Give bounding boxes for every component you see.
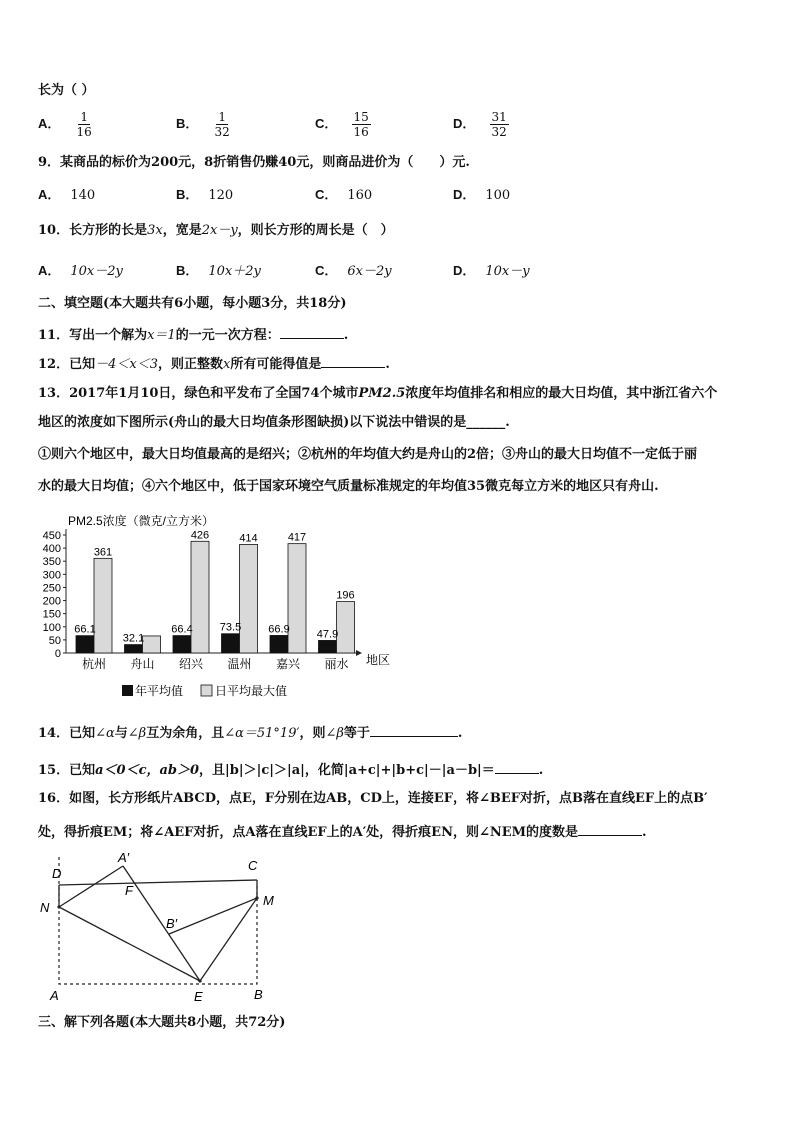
q14-stem-part: 互为余角，且 [146, 726, 225, 741]
x-tick-label: 杭州 [81, 657, 107, 671]
bar-annual-mean-label: 66.1 [74, 623, 96, 636]
option-letter: B． [176, 187, 199, 202]
x-tick-label: 嘉兴 [275, 657, 301, 671]
q10-stem [38, 222, 394, 240]
option-text: 100 [485, 188, 511, 203]
bar-daily-max-label: 426 [190, 529, 210, 542]
q15-stem-part: ，且|b|＞|c|＞|a|，化简|a+c|+|b+c|－|a－b|＝ [199, 763, 495, 778]
label-e: E [194, 989, 203, 1004]
q10-width-expr: 2x－y [201, 223, 238, 238]
bar-annual-mean [319, 640, 337, 653]
q14-angle-beta: ∠β [325, 726, 344, 741]
section-2-heading: 二、填空题(本大题共有6小题，每小题3分，共18分) [38, 296, 347, 311]
label-m: M [263, 893, 274, 908]
chart-title: PM2.5浓度（微克/立方米） [68, 514, 215, 528]
x-tick-label: 丽水 [324, 657, 349, 671]
q14-angle-alpha: ∠α [95, 726, 115, 741]
q16-period: . [642, 825, 647, 840]
bar-annual-mean [173, 636, 191, 653]
q13-line-1 [38, 385, 717, 403]
q11-period: . [343, 328, 349, 343]
label-d: D [52, 866, 62, 881]
q9-option-d[interactable] [453, 186, 510, 205]
bar-daily-max [337, 602, 355, 653]
option-text: 120 [208, 188, 234, 203]
label-a: A [50, 988, 59, 1003]
y-tick-label: 50 [48, 634, 61, 647]
q8-option-d-letter: D． [453, 116, 476, 131]
option-letter: B． [176, 263, 199, 278]
y-tick-label: 150 [42, 608, 61, 621]
q15-condition: a＜0＜c，ab＞0 [95, 763, 200, 778]
bar-daily-max-label: 414 [239, 532, 258, 545]
q15-stem-part: 15．已知 [38, 763, 96, 778]
q10-stem-part: ，宽是 [162, 223, 202, 238]
option-text: 6x－2y [347, 264, 392, 279]
legend-swatch-daily-max [201, 685, 212, 696]
x-axis-arrow [356, 650, 362, 656]
label-c: C [248, 858, 258, 873]
edge-a1e [123, 866, 200, 981]
q14-stem [38, 722, 462, 743]
q12-period: . [385, 357, 390, 372]
q8-option-b-fraction [213, 110, 232, 139]
edge-dc [59, 880, 257, 885]
q10-option-a[interactable] [38, 262, 123, 281]
edge-b1m [169, 898, 257, 934]
bar-annual-mean [222, 634, 240, 653]
denominator: 16 [76, 125, 92, 139]
legend-label-annual-mean: 年平均值 [135, 684, 184, 698]
bar-daily-max [94, 558, 112, 653]
q8-option-d[interactable] [453, 110, 509, 139]
x-tick-label: 温州 [227, 657, 252, 671]
q8-option-a-letter: A． [38, 116, 61, 131]
q12-inequality: －4＜x＜3 [95, 357, 158, 372]
denominator: 16 [353, 125, 369, 139]
crease-en [59, 907, 200, 981]
option-letter: D． [453, 263, 476, 278]
point-m [255, 896, 258, 899]
point-n [57, 905, 60, 908]
option-text: 10x＋2y [208, 264, 261, 279]
q10-length-expr: 3x [147, 223, 163, 238]
option-letter: C． [315, 187, 338, 202]
pm25-bar-chart [38, 510, 398, 705]
legend-label-daily-max: 日平均最大值 [215, 684, 288, 698]
x-tick-label: 舟山 [130, 657, 155, 671]
q14-stem-part: 等于 [343, 726, 370, 741]
q8-option-b-letter: B． [176, 116, 199, 131]
y-tick-label: 350 [42, 556, 61, 569]
q12-stem [38, 353, 390, 374]
bar-daily-max-label: 196 [336, 589, 355, 602]
x-axis-label: 地区 [366, 653, 391, 667]
section-3-heading: 三、解下列各题(本大题共8小题，共72分) [38, 1015, 286, 1030]
legend-swatch-annual-mean [122, 685, 133, 696]
point-e [198, 979, 201, 982]
denominator: 32 [491, 125, 507, 139]
option-text: 140 [70, 188, 96, 203]
q14-angle-value: ∠α＝51°19′ [224, 726, 300, 741]
bar-annual-mean-label: 32.1 [122, 632, 145, 645]
q13-text: 浓度年均值排名和相应的最大日均值，其中浙江省六个 [405, 386, 718, 401]
denominator: 32 [214, 125, 230, 139]
bar-daily-max [240, 544, 258, 653]
q8-option-d-fraction [490, 110, 509, 139]
option-text: 10x－y [485, 264, 530, 279]
bar-annual-mean-label: 47.9 [316, 628, 339, 641]
q16-line-2 [38, 821, 647, 842]
q11-answer-blank[interactable] [280, 324, 344, 339]
dashed-rectangle-edge [59, 857, 257, 984]
y-tick-label: 450 [42, 530, 61, 542]
q14-stem-part: 14．已知 [38, 726, 96, 741]
bar-daily-max [143, 636, 161, 653]
q11-stem-part: 11．写出一个解为 [38, 328, 148, 343]
q10-option-d[interactable] [453, 262, 530, 281]
q10-option-b[interactable] [176, 262, 261, 281]
q13-line-2: 地区的浓度如下图所示(舟山的最大日均值条形图缺损)以下说法中错误的是______. [38, 415, 510, 430]
y-tick-label: 300 [42, 569, 61, 582]
option-text: 10x－2y [70, 264, 123, 279]
q9-option-b[interactable] [176, 186, 233, 205]
q14-angle-beta: ∠β [127, 726, 147, 741]
q13-text: 13．2017年1月10日，绿色和平发布了全国74个城市 [38, 386, 359, 401]
q10-option-c[interactable] [315, 262, 392, 281]
q13-line-3: ①则六个地区中，最大日均值最高的是绍兴；②杭州的年均值大约是舟山的2倍；③舟山的最大日均值不一定低于丽 [38, 447, 698, 462]
edge-na1 [59, 866, 123, 907]
y-tick-label: 200 [42, 595, 61, 608]
q8-option-c-fraction [352, 110, 371, 139]
y-tick-label: 0 [54, 648, 61, 660]
q8-option-b[interactable] [176, 110, 232, 139]
numerator: 1 [218, 110, 226, 124]
q8-option-c[interactable] [315, 110, 371, 139]
bar-daily-max [191, 541, 209, 653]
q8-option-c-letter: C． [315, 116, 338, 131]
q12-stem-part: ，则正整数 [157, 357, 223, 372]
numerator: 1 [80, 110, 88, 124]
q8-option-a[interactable] [38, 110, 94, 139]
q12-variable: x [222, 357, 231, 372]
q16-folding-figure [30, 848, 280, 1008]
q13-pm25: PM2.5 [358, 386, 406, 401]
label-n: N [40, 900, 50, 915]
option-letter: A． [38, 187, 61, 202]
option-text: 160 [347, 188, 373, 203]
y-tick-label: 100 [42, 621, 61, 634]
q12-stem-part: 12．已知 [38, 357, 96, 372]
label-b-prime: B′ [166, 916, 178, 931]
q16-text: 处，得折痕EM；将∠AEF对折，点A落在直线EF上的A′处，得折痕EN，则∠NEM的度数是 [38, 825, 579, 840]
x-tick-label: 绍兴 [178, 657, 204, 671]
option-letter: C． [315, 263, 338, 278]
option-letter: D． [453, 187, 476, 202]
label-a-prime: A′ [118, 850, 130, 865]
bar-annual-mean [270, 635, 288, 653]
q14-stem-part: 与 [114, 726, 128, 741]
crease-em [200, 898, 257, 981]
q15-answer-blank[interactable] [495, 759, 539, 774]
bar-annual-mean-label: 73.5 [219, 621, 242, 634]
q15-stem [38, 759, 543, 780]
q8-option-a-fraction [75, 110, 94, 139]
q16-answer-blank[interactable] [578, 821, 642, 836]
q14-period: . [457, 726, 463, 741]
q9-stem: 9．某商品的标价为200元，8折销售仍赚40元，则商品进价为（ ）元. [38, 155, 470, 170]
numerator: 31 [491, 110, 507, 124]
y-tick-label: 400 [42, 543, 61, 556]
q12-stem-part: 所有可能得值是 [230, 357, 322, 372]
q11-equation: x＝1 [147, 328, 176, 343]
bar-daily-max-label: 361 [93, 546, 113, 559]
bar-annual-mean [76, 636, 94, 653]
q11-stem [38, 324, 348, 345]
bar-annual-mean-label: 66.4 [171, 623, 193, 636]
option-letter: A． [38, 263, 61, 278]
bar-daily-max [288, 544, 306, 653]
q14-answer-blank[interactable] [370, 722, 458, 737]
q10-stem-part: 10．长方形的长是 [38, 223, 148, 238]
numerator: 15 [353, 110, 369, 124]
q10-stem-part: ，则长方形的周长是（ ） [237, 223, 394, 238]
q13-line-4: 水的最大日均值；④六个地区中，低于国家环境空气质量标准规定的年均值35微克每立方米的地区只有舟山. [38, 479, 659, 494]
bar-daily-max-label: 417 [287, 531, 307, 544]
y-tick-label: 250 [42, 582, 61, 595]
q14-stem-part: ，则 [299, 726, 326, 741]
bar-annual-mean [125, 645, 143, 653]
q9-option-c[interactable] [315, 186, 372, 205]
label-f: F [125, 883, 133, 898]
q12-answer-blank[interactable] [321, 353, 385, 368]
label-b: B [254, 987, 263, 1002]
q8-tail: 长为（ ） [38, 83, 95, 98]
q15-period: . [538, 763, 544, 778]
q9-option-a[interactable] [38, 186, 95, 205]
bar-annual-mean-label: 66.9 [268, 623, 290, 636]
q16-line-1: 16．如图，长方形纸片ABCD，点E，F分别在边AB，CD上，连接EF，将∠BEF对折，点B落在直线EF上的点B′ [38, 791, 708, 806]
q11-stem-part: 的一元一次方程： [175, 328, 280, 343]
